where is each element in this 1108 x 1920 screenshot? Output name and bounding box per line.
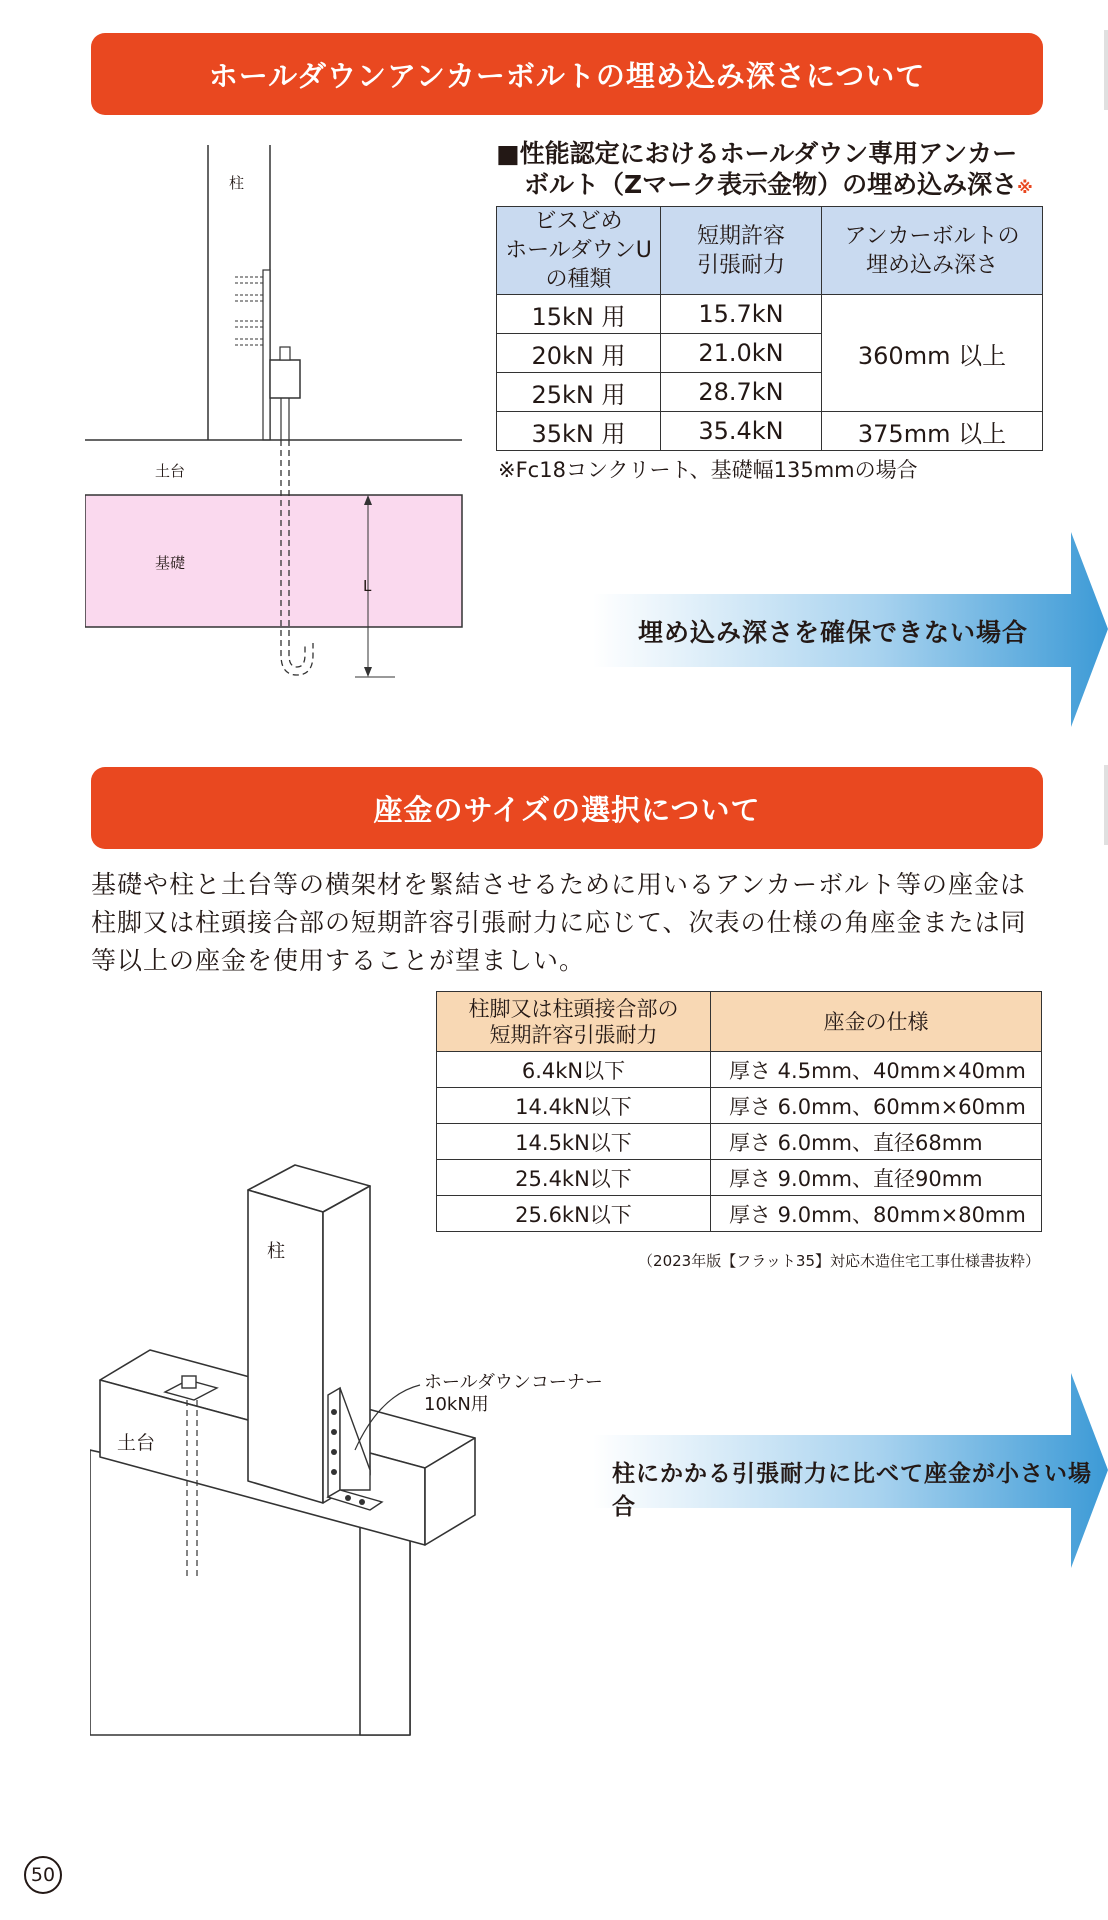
table-cell: 厚さ 6.0mm、直径68mm [711,1124,1042,1160]
table-header-row [497,207,1043,295]
page-number-text: 50 [30,1864,56,1886]
diagram2-hardware-name: ホールダウンコーナー [424,1372,603,1393]
table-cell: 6.4kN以下 [437,1052,711,1088]
table-row [497,412,1043,451]
table-cell: 375mm 以上 [822,412,1043,451]
table-cell: 21.0kN [661,334,822,373]
table-cell: 25.4kN以下 [437,1160,711,1196]
diagram2-column-label: 柱 [267,1241,285,1262]
section2-body-text: 基礎や柱と土台等の横架材を緊結させるために用いるアンカーボルト等の座金は柱脚又は柱頭接合部の短期許容引張耐力に応じて、次表の仕様の角座金または同等以上の座金を使用することが望ましい。 [91,870,1027,975]
section1-banner-title: ホールダウンアンカーボルトの埋め込み深さについて [208,58,926,93]
washer-spec-table [436,991,1042,1232]
arrow-2-label: 柱にかかる引張耐力に比べて座金が小さい場合 [612,1461,1092,1520]
diagram1-foundation-label: 基礎 [155,554,186,572]
section2-banner-title: 座金のサイズの選択について [373,792,761,827]
table-row [497,295,1043,334]
page-number [24,1856,62,1894]
table-header: 座金の仕様 [711,992,1042,1052]
table-cell: 15kN 用 [497,295,661,334]
table-header-row [437,992,1042,1052]
table-cell: 360mm 以上 [822,295,1043,412]
table-cell: 厚さ 6.0mm、60mm×60mm [711,1088,1042,1124]
table-cell: 25.6kN以下 [437,1196,711,1232]
table-cell: 28.7kN [661,373,822,412]
table-row [437,1052,1042,1088]
table-cell: 厚さ 4.5mm、40mm×40mm [711,1052,1042,1088]
diagram2-hardware-label [424,1372,603,1416]
diagram1-column-label: 柱 [229,174,245,192]
embedment-depth-table [496,206,1043,451]
table-cell: 35kN 用 [497,412,661,451]
table1-title-mark: ※ [1017,178,1033,197]
section1-banner [91,33,1043,115]
table1-title [496,138,1033,203]
table1-note-text: ※Fc18コンクリート、基礎幅135mmの場合 [498,458,918,482]
anchor-bolt-diagram [85,135,465,695]
sidebar-tab [1104,30,1108,110]
table-row [437,1088,1042,1124]
table-header: 柱脚又は柱頭接合部の 短期許容引張耐力 [437,992,711,1052]
diagram2-hardware-kn: 10kN用 [424,1394,489,1415]
table-cell: 厚さ 9.0mm、直径90mm [711,1160,1042,1196]
table-row [437,1124,1042,1160]
sidebar-tab [1104,765,1108,845]
table-cell: 14.4kN以下 [437,1088,711,1124]
table-header: 短期許容 引張耐力 [661,207,822,295]
table-header: アンカーボルトの 埋め込み深さ [822,207,1043,295]
table1-title-line2: ボルト（Zマーク表示金物）の埋め込み深さ [524,170,1018,199]
diagram1-sill-label: 土台 [155,462,186,480]
table-header: ビスどめ ホールダウンU の種類 [497,207,661,295]
section2-banner [91,767,1043,849]
diagram1-depth-label: L [363,577,372,595]
table-cell: 25kN 用 [497,373,661,412]
table-cell: 15.7kN [661,295,822,334]
diagram2-sill-label: 土台 [117,1432,156,1454]
table-cell: 14.5kN以下 [437,1124,711,1160]
table2-source-text: （2023年版【フラット35】対応木造住宅工事仕様書抜粋） [638,1252,1040,1270]
table1-note [498,454,918,484]
table-cell: 厚さ 9.0mm、80mm×80mm [711,1196,1042,1232]
table-cell: 35.4kN [661,412,822,451]
table-cell: 20kN 用 [497,334,661,373]
table1-title-line1: ■性能認定におけるホールダウン専用アンカー [496,139,1018,168]
table2-source [638,1250,1040,1271]
table-row [437,1196,1042,1232]
table-row [437,1160,1042,1196]
arrow-1-label: 埋め込み深さを確保できない場合 [638,618,1029,647]
